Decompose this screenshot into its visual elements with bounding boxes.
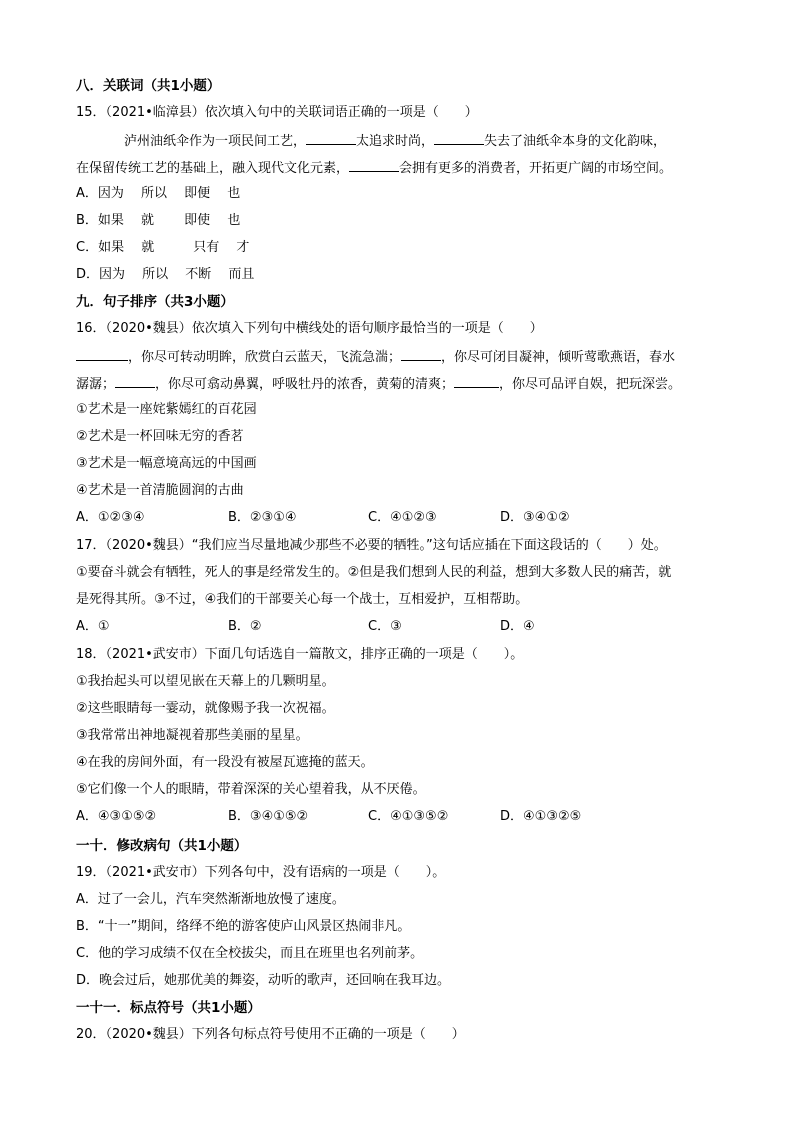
question-16-option-a: A．①②③④	[76, 510, 145, 525]
section-title-sentence-ordering: 九．句子排序（共3小题）	[76, 294, 234, 310]
question-17-option-d: D．④	[500, 619, 535, 634]
fill-blank	[401, 346, 441, 361]
fill-blank	[76, 346, 128, 361]
question-15-passage-line-1: 泸州油纸伞作为一项民间工艺， 太追求时尚， 失去了油纸伞本身的文化韵味，	[124, 130, 666, 152]
question-17-passage-line-2: 是死得其所。③不过，④我们的干部要关心每一个战士，互相爱护，互相帮助。	[76, 592, 529, 607]
question-18-item-2: ②这些眼睛每一霎动，就像赐予我一次祝福。	[76, 701, 335, 716]
question-18-option-d: D．④①③②⑤	[500, 809, 582, 824]
question-18-option-a: A．④③①⑤②	[76, 809, 157, 824]
question-16-item-2: ②艺术是一杯回味无穷的香茗	[76, 429, 244, 444]
section-title-conjunctions: 八．关联词（共1小题）	[76, 78, 221, 94]
question-16-passage-line-2: 潺潺； ，你尽可翕动鼻翼，呼吸牡丹的浓香，黄菊的清爽； ，你尽可品评自娱，把玩深尝。	[76, 373, 681, 395]
question-18-item-3: ③我常常出神地凝视着那些美丽的星星。	[76, 728, 309, 743]
question-16-passage-line-1: ，你尽可转动明眸，欣赏白云蓝天，飞流急湍； ，你尽可闭目凝神，倾听莺歌燕语，春水	[76, 346, 675, 368]
fill-blank	[115, 373, 155, 388]
question-17-passage-line-1: ①要奋斗就会有牺牲，死人的事是经常发生的。②但是我们想到人民的利益，想到大多数人民的痛苦，就	[76, 565, 672, 580]
question-18-option-b: B．③④①⑤②	[228, 809, 309, 824]
question-16-item-3: ③艺术是一幅意境高远的中国画	[76, 456, 257, 471]
question-16-item-1: ①艺术是一座姹紫嫣红的百花园	[76, 402, 257, 417]
question-17-option-a: A．①	[76, 619, 110, 634]
fill-blank	[306, 130, 356, 145]
question-15-option-c: C．如果 就 只有 才	[76, 240, 250, 255]
question-19-stem: 19．（2021•武安市）下列各句中，没有语病的一项是（ ）。	[76, 865, 446, 880]
question-18-item-4: ④在我的房间外面，有一段没有被屋瓦遮掩的蓝天。	[76, 755, 374, 770]
question-18-stem: 18．（2021•武安市）下面几句话选自一篇散文，排序正确的一项是（ ）。	[76, 647, 524, 662]
question-15-passage-line-2: 在保留传统工艺的基础上，融入现代文化元素， 会拥有更多的消费者，开拓更广阔的市场空间。	[76, 157, 672, 179]
question-15-option-a: A．因为 所以 即便 也	[76, 186, 241, 201]
question-16-stem: 16．（2020•魏县）依次填入下列句中横线处的语句顺序最恰当的一项是（ ）	[76, 321, 543, 336]
question-16-option-c: C．④①②③	[368, 510, 437, 525]
fill-blank	[454, 373, 499, 388]
question-19-option-d: D．晚会过后，她那优美的舞姿，动听的歌声，还回响在我耳边。	[76, 973, 451, 988]
question-17-option-b: B．②	[228, 619, 262, 634]
question-18-item-1: ①我抬起头可以望见嵌在天幕上的几颗明星。	[76, 674, 335, 689]
section-title-punctuation: 一十一．标点符号（共1小题）	[76, 1000, 261, 1016]
question-15-option-d: D．因为 所以 不断 而且	[76, 267, 255, 282]
fill-blank	[434, 130, 484, 145]
question-19-option-a: A．过了一会儿，汽车突然渐渐地放慢了速度。	[76, 892, 345, 907]
question-20-stem: 20．（2020•魏县）下列各句标点符号使用不正确的一项是（ ）	[76, 1027, 465, 1042]
question-15-option-b: B．如果 就 即使 也	[76, 213, 241, 228]
question-17-option-c: C．③	[368, 619, 402, 634]
question-19-option-b: B．“十一”期间，络绎不绝的游客使庐山风景区热闹非凡。	[76, 919, 411, 934]
question-17-stem: 17．（2020•魏县）“我们应当尽量地减少那些不必要的牺牲。”这句话应插在下面这段话的（ ）处。	[76, 538, 667, 553]
question-16-option-d: D．③④①②	[500, 510, 570, 525]
question-15-stem: 15．（2021•临漳县）依次填入句中的关联词语正确的一项是（ ）	[76, 105, 478, 120]
question-16-option-b: B．②③①④	[228, 510, 297, 525]
question-18-option-c: C．④①③⑤②	[368, 809, 449, 824]
fill-blank	[349, 157, 399, 172]
question-18-item-5: ⑤它们像一个人的眼睛，带着深深的关心望着我，从不厌倦。	[76, 782, 426, 797]
question-16-item-4: ④艺术是一首清脆圆润的古曲	[76, 483, 244, 498]
section-title-sentence-correction: 一十．修改病句（共1小题）	[76, 838, 248, 854]
question-19-option-c: C．他的学习成绩不仅在全校拔尖，而且在班里也名列前茅。	[76, 946, 424, 961]
